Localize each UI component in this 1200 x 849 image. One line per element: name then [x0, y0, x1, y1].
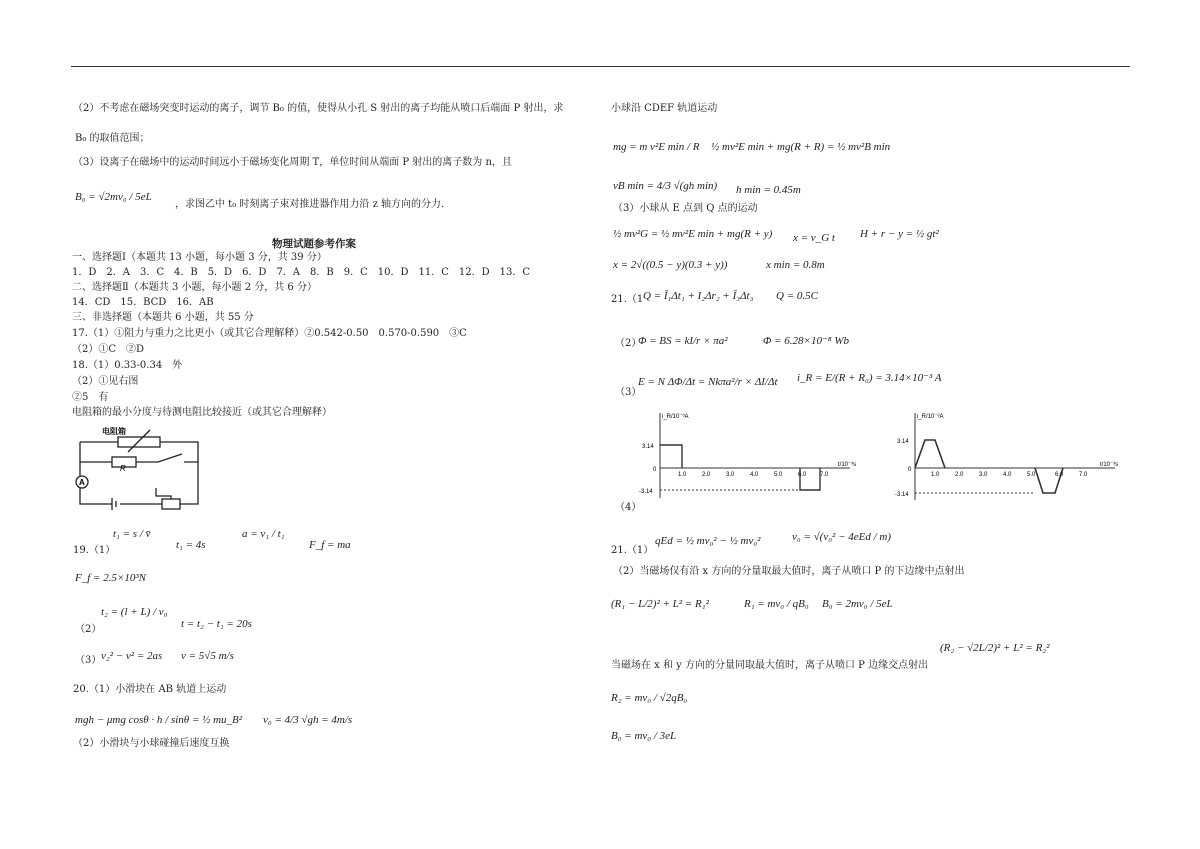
q19-formula: t₁ = s / v̄: [113, 528, 151, 540]
right-formula: i_R = E/(R + R₀) = 3.14×10⁻³ A: [797, 372, 942, 384]
right-formula: v₀ = √(v₀² − 4eEd / m): [792, 531, 892, 543]
q3-text-line1: （3）设离子在磁场中的运动时间远小于磁场变化周期 T，单位时间从端面 P 射出的离子数为 n，且: [73, 157, 512, 168]
right-formula: E = N ΔΦ/Δt = Nkπa²/r × ΔI/Δt: [638, 376, 778, 388]
circuit-r-label: R: [120, 464, 126, 473]
graph-x-tick: 1.0: [678, 472, 687, 478]
graph-y-top: 3.14: [642, 444, 654, 450]
right-formula: R₂ = mv₀ / √2qB₀: [611, 692, 688, 704]
q20-formula: v₀ = 4/3 √gh = 4m/s: [263, 714, 353, 726]
answer-line: （2）①C ②D: [72, 344, 145, 355]
right-formula: h min = 0.45m: [736, 184, 801, 196]
answer-line: 18.（1）0.33-0.34 外: [72, 360, 183, 371]
right-formula: x = v_G t: [793, 232, 835, 244]
header-rule: [71, 66, 1130, 67]
right-text: 当磁场在 x 和 y 方向的分量同取最大值时，离子从喷口 P 边缘交点射出: [611, 660, 929, 671]
right-formula: x min = 0.8m: [766, 259, 825, 271]
q3-formula: B₀ = √2mv₀ / 5eL: [75, 191, 152, 203]
graph-y-label: i_R/10⁻³A: [662, 414, 689, 420]
answer-line: 17.（1）①阻力与重力之比更小（或其它合理解释）②0.542-0.50 0.570-0.590 ③C: [72, 328, 467, 339]
answer-line: 电阻箱的最小分度与待测电阻比较接近（或其它合理解释）: [72, 407, 332, 418]
q21-part3: （3）: [615, 387, 642, 398]
circuit-ammeter-label: A: [79, 478, 85, 487]
right-formula: B₀ = mv₀ / 3eL: [611, 730, 677, 742]
right-formula: Q = Ī₁Δt₁ + I₂Δr₂ + Ī₃Δt₃: [643, 290, 754, 302]
q19-formula: t = t₂ − t₁ = 20s: [181, 618, 252, 630]
right-formula: vB min = 4/3 √(gh min): [613, 180, 718, 192]
circuit-diagram: [70, 424, 210, 516]
graph-x-label: t/10⁻³s: [1100, 462, 1119, 468]
answer-title: 物理试题参考作案: [272, 238, 356, 250]
graph-x-tick: 6.0: [1055, 472, 1064, 478]
answer-line: ②5 有: [72, 392, 109, 403]
q2-text-line2: B₀ 的取值范围；: [75, 133, 150, 144]
graph-y-bottom: -3.14: [895, 492, 909, 498]
graph-x-tick: 2.0: [702, 472, 711, 478]
graph-y-top: 3.14: [897, 439, 909, 445]
graph-x-tick: 2.0: [955, 472, 964, 478]
graph-x-tick: 4.0: [750, 472, 759, 478]
answer-line: 一、选择题Ⅰ（本题共 13 小题，每小题 3 分，共 39 分）: [72, 252, 327, 263]
graph-x-label: t/10⁻³s: [838, 462, 856, 468]
right-formula: Q = 0.5C: [776, 290, 818, 302]
right-formula: B₀ = 2mv₀ / 5eL: [822, 598, 893, 610]
right-formula: ½ mv²E min + mg(R + R) = ½ mv²B min: [711, 141, 891, 153]
current-graph-1: [620, 408, 856, 500]
right-formula: x = 2√((0.5 − y)(0.3 + y)): [613, 259, 728, 271]
q2-text-line1: （2）不考虑在磁场突变时运动的离子，调节 B₀ 的值，使得从小孔 S 射出的离子均能从喷口后端面 P 射出，求: [73, 103, 564, 114]
circuit-resistor-box-label: 电阻箱: [102, 427, 126, 436]
answer-line: 三、非选择题（本题共 6 小题，共 55 分: [72, 312, 254, 323]
right-text: （3）小球从 E 点到 Q 点的运动: [613, 203, 758, 214]
q19-formula: a = v₁ / t₁: [242, 528, 285, 540]
right-formula: qEd = ½ mv₀² − ½ mv₀²: [655, 535, 761, 547]
q19-formula: F_f = ma: [309, 539, 351, 551]
graph-x-tick: 5.0: [1027, 472, 1036, 478]
q19-part3: （3）: [75, 655, 102, 666]
graph-zero: 0: [653, 467, 657, 473]
q20-text: （2）小滑块与小球碰撞后速度互换: [73, 738, 230, 749]
right-text: （2）当磁场仅有沿 x 方向的分量取最大值时，离子从喷口 P 的下边缘中点射出: [613, 566, 965, 577]
graph-x-tick: 4.0: [1003, 472, 1012, 478]
answer-line: 二、选择题Ⅱ（本题共 3 小题，每小题 2 分，共 6 分）: [72, 282, 317, 293]
right-formula: (R₂ − √2L/2)² + L² = R₂²: [940, 642, 1050, 654]
graph-x-tick: 3.0: [979, 472, 988, 478]
q19-formula: F_f = 2.5×10³N: [75, 572, 147, 584]
q19-part2: （2）: [75, 624, 102, 635]
right-formula: Φ = 6.28×10⁻⁸ Wb: [763, 335, 850, 347]
graph-x-tick: 5.0: [774, 472, 783, 478]
current-graph-2: [895, 408, 1120, 503]
right-formula: (R₁ − L/2)² + L² = R₁²: [611, 598, 709, 610]
q21-part2: （2）: [615, 338, 642, 349]
q20-text: 20.（1）小滑块在 AB 轨道上运动: [73, 684, 227, 695]
graph-x-tick: 1.0: [931, 472, 940, 478]
graph-x-tick: 7.0: [1079, 472, 1088, 478]
answer-line: （2）①见右图: [72, 376, 139, 387]
q20-formula: mgh − μmg cosθ · h / sinθ = ½ mu_B²: [75, 714, 243, 726]
graph-y-bottom: -3.14: [639, 489, 653, 495]
graph-zero: 0: [908, 467, 912, 473]
graph-x-tick: 6.0: [798, 472, 807, 478]
q19-formula: t₂ = (l + L) / v₀: [101, 606, 168, 618]
right-text: 小球沿 CDEF 轨道运动: [611, 103, 718, 114]
graph-y-label: i_R/10⁻³A: [917, 414, 944, 420]
q19-formula: v₂² − v² = 2as: [101, 650, 163, 662]
graph-x-tick: 7.0: [820, 472, 829, 478]
q19-formula: t₁ = 4s: [176, 539, 206, 551]
q19-label: 19.（1）: [73, 545, 116, 556]
q19-formula: v = 5√5 m/s: [181, 650, 234, 662]
right-formula: Φ = BS = kI/r × πa²: [638, 335, 728, 347]
answer-line: 14．CD 15．BCD 16．AB: [72, 297, 214, 308]
right-formula: H + r − y = ½ gt²: [860, 228, 939, 240]
graph-x-tick: 3.0: [726, 472, 735, 478]
right-formula: ½ mv²G = ½ mv²E min + mg(R + y): [613, 228, 773, 240]
q21-part4: （4）: [615, 502, 642, 513]
q21-label: 21.（1: [611, 294, 644, 305]
q3-text-line2: ，求图乙中 t₀ 时刻离子束对推进器作用力沿 z 轴方向的分力．: [175, 199, 452, 210]
answer-line: 1．D 2．A 3．C 4．B 5．D 6．D 7．A 8．B 9．C 10．D 11．C 12．D 13．C: [72, 267, 530, 278]
right-formula: R₁ = mv₀ / qB₀: [744, 598, 809, 610]
right-formula: mg = m v²E min / R: [613, 141, 700, 153]
q21b-label: 21.（1）: [611, 545, 654, 556]
